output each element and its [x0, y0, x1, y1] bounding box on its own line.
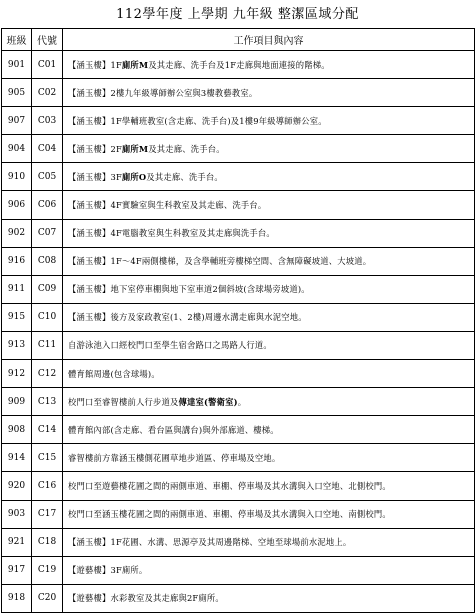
class-cell: 916 [2, 247, 32, 275]
table-row [2, 135, 475, 163]
code-cell: C19 [32, 556, 63, 584]
work-description-cell [63, 51, 475, 79]
code-cell: C04 [32, 135, 63, 163]
work-description-cell [63, 163, 475, 191]
code-cell: C12 [32, 360, 63, 388]
code-cell: C09 [32, 275, 63, 303]
work-description-cell [63, 472, 475, 500]
table-header-row [2, 29, 475, 51]
code-cell: C14 [32, 416, 63, 444]
work-text-tail: 及其走廊、洗手台。 [146, 171, 223, 182]
work-text: 體育館內部(含走廊、看台區與講台)與外部廊道、樓梯。 [68, 424, 279, 435]
class-cell: 917 [2, 556, 32, 584]
class-cell: 904 [2, 135, 32, 163]
work-text: 【涵玉樓】4F電腦教室與生科教室及其走廊與洗手台。 [68, 228, 275, 239]
work-description-cell [63, 388, 475, 416]
work-description-cell [63, 219, 475, 247]
class-cell: 921 [2, 528, 32, 556]
work-description-cell [63, 444, 475, 472]
work-text-tail: 。 [237, 396, 247, 407]
table-row [2, 416, 475, 444]
class-cell: 907 [2, 107, 32, 135]
class-cell: 901 [2, 51, 32, 79]
class-cell: 902 [2, 219, 32, 247]
class-cell: 905 [2, 79, 32, 107]
class-cell: 903 [2, 500, 32, 528]
class-cell: 914 [2, 444, 32, 472]
work-text: 【涵玉樓】1F學輔班教室(含走廊、洗手台)及1樓9年級導師辦公室。 [68, 115, 327, 126]
work-text: 【涵玉樓】2F [68, 143, 122, 154]
code-cell: C10 [32, 303, 63, 331]
work-text: 【涵玉樓】1F～4F兩側樓梯，及含學輔班旁樓梯空間、含無障礙坡道、大坡道。 [68, 256, 372, 267]
work-text: 睿智樓前方靠涵玉樓側花圃草地步道區、停車場及空地。 [68, 452, 281, 463]
work-text: 校門口至涵玉樓花圃之間的兩側車道、車棚、停車場及其水溝與入口空地、南側校門。 [68, 509, 391, 520]
work-text: 【涵玉樓】地下室停車棚與地下室車道2個斜坡(含球場旁坡道)。 [68, 284, 310, 295]
class-cell: 915 [2, 303, 32, 331]
class-cell: 913 [2, 331, 32, 359]
work-text-tail: 及其走廊、洗手台及1F走廊與地面連接的階梯。 [148, 59, 330, 70]
code-cell: C05 [32, 163, 63, 191]
code-cell: C07 [32, 219, 63, 247]
class-cell: 920 [2, 472, 32, 500]
table-row [2, 275, 475, 303]
class-cell: 909 [2, 388, 32, 416]
table-row [2, 247, 475, 275]
work-description-cell [63, 500, 475, 528]
work-text: 【涵玉樓】2樓九年級導師辦公室與3樓教藝教室。 [68, 87, 258, 98]
work-description-cell [63, 275, 475, 303]
header-work: 工作項目與內容 [63, 29, 475, 51]
class-cell: 911 [2, 275, 32, 303]
table-row [2, 107, 475, 135]
code-cell: C20 [32, 584, 63, 612]
work-emphasis-text: 廁所O [121, 171, 147, 182]
table-row [2, 303, 475, 331]
work-text: 【遊藝樓】3F廁所。 [68, 565, 148, 576]
code-cell: C18 [32, 528, 63, 556]
work-emphasis-text: 傳達室(警衛室) [178, 396, 238, 407]
table-row [2, 219, 475, 247]
code-cell: C11 [32, 331, 63, 359]
work-description-cell [63, 135, 475, 163]
work-text: 【涵玉樓】3F [68, 171, 122, 182]
class-cell: 906 [2, 191, 32, 219]
cleaning-area-table [1, 28, 475, 613]
work-description-cell [63, 79, 475, 107]
work-emphasis-text: 廁所M [121, 143, 149, 154]
code-cell: C06 [32, 191, 63, 219]
work-text: 【涵玉樓】1F [68, 59, 122, 70]
work-description-cell [63, 107, 475, 135]
work-description-cell [63, 556, 475, 584]
table-row [2, 331, 475, 359]
table-row [2, 528, 475, 556]
table-row [2, 556, 475, 584]
code-cell: C16 [32, 472, 63, 500]
work-description-cell [63, 416, 475, 444]
work-text: 【涵玉樓】後方及家政教室(1、2樓)周邊水溝走廊與水泥空地。 [68, 312, 307, 323]
code-cell: C02 [32, 79, 63, 107]
code-cell: C15 [32, 444, 63, 472]
table-row [2, 51, 475, 79]
class-cell: 910 [2, 163, 32, 191]
header-class: 班級 [2, 29, 32, 51]
code-cell: C03 [32, 107, 63, 135]
code-cell: C08 [32, 247, 63, 275]
page-title: 112學年度 上學期 九年級 整潔區域分配 [116, 7, 359, 22]
code-cell: C01 [32, 51, 63, 79]
class-cell: 912 [2, 360, 32, 388]
class-cell: 908 [2, 416, 32, 444]
work-text: 體育館周邊(包含球場)。 [68, 368, 160, 379]
table-row [2, 584, 475, 612]
work-text: 校門口至遊藝樓花圃之間的兩側車道、車棚、停車場及其水溝與入口空地、北側校門。 [68, 480, 391, 491]
work-text: 【涵玉樓】1F花圃、水溝、思源亭及其周邊階梯、空地至球場前水泥地上。 [68, 537, 352, 548]
work-text-tail: 及其走廊、洗手台。 [148, 143, 225, 154]
work-description-cell [63, 247, 475, 275]
header-code: 代號 [32, 29, 63, 51]
work-description-cell [63, 331, 475, 359]
table-row [2, 191, 475, 219]
table-row [2, 163, 475, 191]
work-emphasis-text: 廁所M [121, 59, 149, 70]
table-row [2, 444, 475, 472]
class-cell: 918 [2, 584, 32, 612]
work-description-cell [63, 360, 475, 388]
code-cell: C17 [32, 500, 63, 528]
work-description-cell [63, 584, 475, 612]
work-description-cell [63, 303, 475, 331]
work-text: 【遊藝樓】水彩教室及其走廊與2F廁所。 [68, 593, 224, 604]
table-row [2, 360, 475, 388]
table-row [2, 79, 475, 107]
code-cell: C13 [32, 388, 63, 416]
work-description-cell [63, 528, 475, 556]
table-row [2, 500, 475, 528]
work-text: 校門口至睿智樓前人行步道及 [68, 396, 179, 407]
table-row [2, 388, 475, 416]
table-row [2, 472, 475, 500]
work-text: 自游泳池入口經校門口至學生宿舍路口之馬路人行道。 [68, 340, 272, 351]
work-text: 【涵玉樓】4F實驗室與生科教室及其走廊、洗手台。 [68, 200, 267, 211]
work-description-cell [63, 191, 475, 219]
